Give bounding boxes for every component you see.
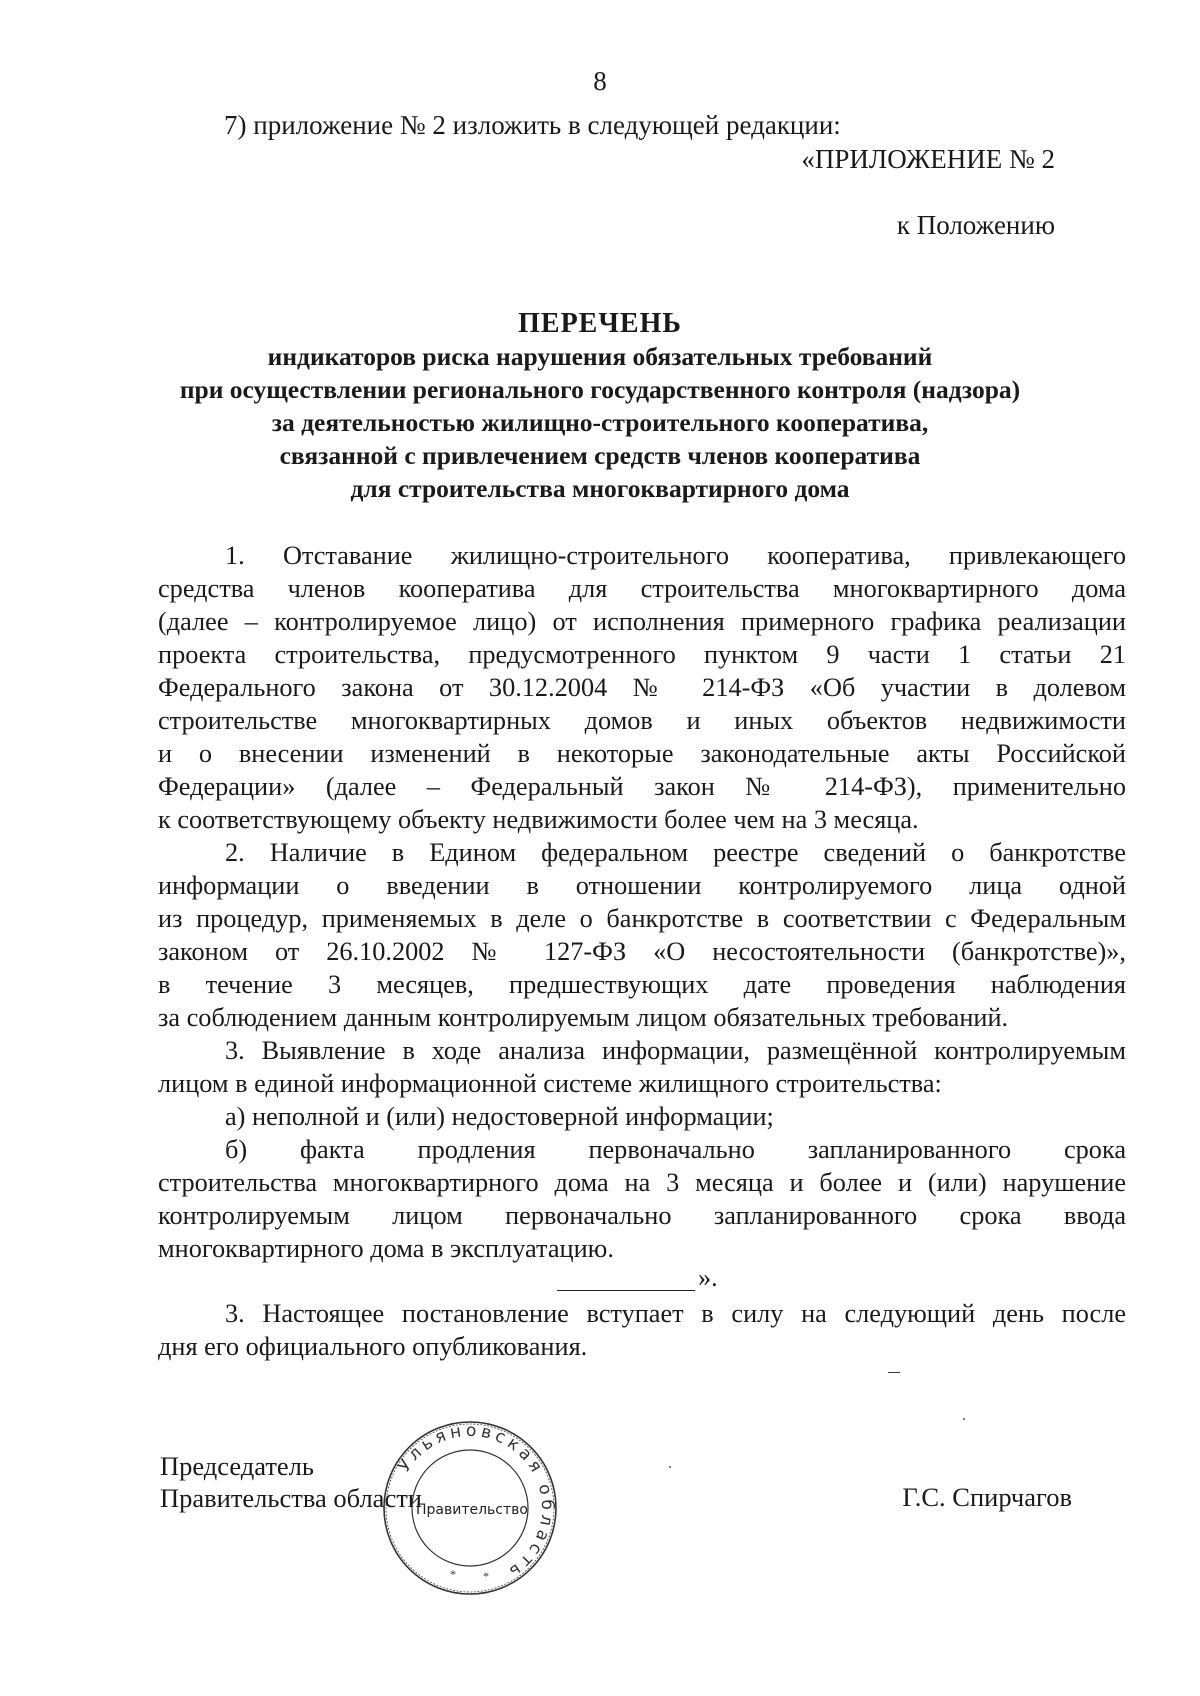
position-line: Правительства области xyxy=(160,1483,422,1513)
seal-center-text: Правительство xyxy=(416,1502,528,1518)
scan-mark xyxy=(669,1466,671,1468)
title-line: связанной с привлечением средств членов кооператива xyxy=(279,441,921,470)
signatory-name: Г.С. Спирчагов xyxy=(902,1482,1072,1512)
document-title: ПЕРЕЧЕНЬ xyxy=(518,308,682,339)
body-line: контролируемым лицом первоначально запланированного срока ввода xyxy=(158,1201,1126,1230)
page-number: 8 xyxy=(593,66,607,96)
body-line: многоквартирного дома в эксплуатацию. xyxy=(158,1234,614,1263)
closing-quote: ». xyxy=(698,1263,718,1292)
body-line: лицом в единой информационной системе жилищного строительства: xyxy=(158,1069,942,1098)
position-line: Председатель xyxy=(160,1451,314,1481)
body-line: (далее – контролируемое лицо) от исполнения примерного графика реализации xyxy=(158,607,1126,636)
body-line: Федерации» (далее – Федеральный закон № 214-ФЗ), применительно xyxy=(158,772,1126,801)
scan-mark xyxy=(888,1372,900,1373)
annex-reference: к Положению xyxy=(896,210,1055,240)
seal-ring-text: Ульяновская область xyxy=(394,1420,558,1584)
body-line: средства членов кооператива для строительства многоквартирного дома xyxy=(158,574,1126,603)
title-line: при осуществлении регионального государственного контроля (надзора) xyxy=(179,375,1021,404)
body-line: информации о введении в отношении контролируемого лица одной xyxy=(158,871,1126,900)
body-line: строительстве многоквартирных домов и иных объектов недвижимости xyxy=(158,706,1126,735)
scan-mark xyxy=(963,1418,965,1420)
closing-underline xyxy=(557,1290,695,1291)
body-line: 3. Настоящее постановление вступает в силу на следующий день после xyxy=(225,1299,1126,1328)
body-line: строительства многоквартирного дома на 3 месяца и более и (или) нарушение xyxy=(158,1168,1126,1197)
body-line: 1. Отставание жилищно-строительного кооператива, привлекающего xyxy=(225,541,1126,570)
title-line: индикаторов риска нарушения обязательных требований xyxy=(267,342,933,371)
title-line: для строительства многоквартирного дома xyxy=(350,474,850,503)
body-line: Федерального закона от 30.12.2004 № 214-ФЗ «Об участии в долевом xyxy=(158,673,1126,702)
body-line: проекта строительства, предусмотренного пунктом 9 части 1 статьи 21 xyxy=(158,640,1126,669)
body-line: из процедур, применяемых в деле о банкротстве в соответствии с Федеральным xyxy=(158,904,1126,933)
body-line: в течение 3 месяцев, предшествующих дате проведения наблюдения xyxy=(158,970,1126,999)
title-line: за деятельностью жилищно-строительного кооператива, xyxy=(271,408,929,437)
body-line: б) факта продления первоначально запланированного срока xyxy=(225,1135,1126,1164)
intro-line: 7) приложение № 2 изложить в следующей редакции: xyxy=(224,110,841,140)
body-line: 2. Наличие в Едином федеральном реестре сведений о банкротстве xyxy=(225,838,1126,867)
body-line: и о внесении изменений в некоторые законодательные акты Российской xyxy=(158,739,1126,768)
body-line: дня его официального опубликования. xyxy=(158,1332,588,1361)
annex-label: «ПРИЛОЖЕНИЕ № 2 xyxy=(801,144,1055,174)
body-line: законом от 26.10.2002 № 127-ФЗ «О несостоятельности (банкротстве)», xyxy=(158,937,1126,966)
body-line: за соблюдением данным контролируемым лицом обязательных требований. xyxy=(158,1003,1009,1032)
body-line: к соответствующему объекту недвижимости более чем на 3 месяца. xyxy=(158,805,919,834)
seal-star-icon: * xyxy=(450,1567,456,1581)
official-seal xyxy=(380,1418,560,1598)
body-line: а) неполной и (или) недостоверной информации; xyxy=(225,1102,774,1131)
body-line: 3. Выявление в ходе анализа информации, размещённой контролируемым xyxy=(225,1036,1126,1065)
seal-star-icon: * xyxy=(483,1569,489,1583)
